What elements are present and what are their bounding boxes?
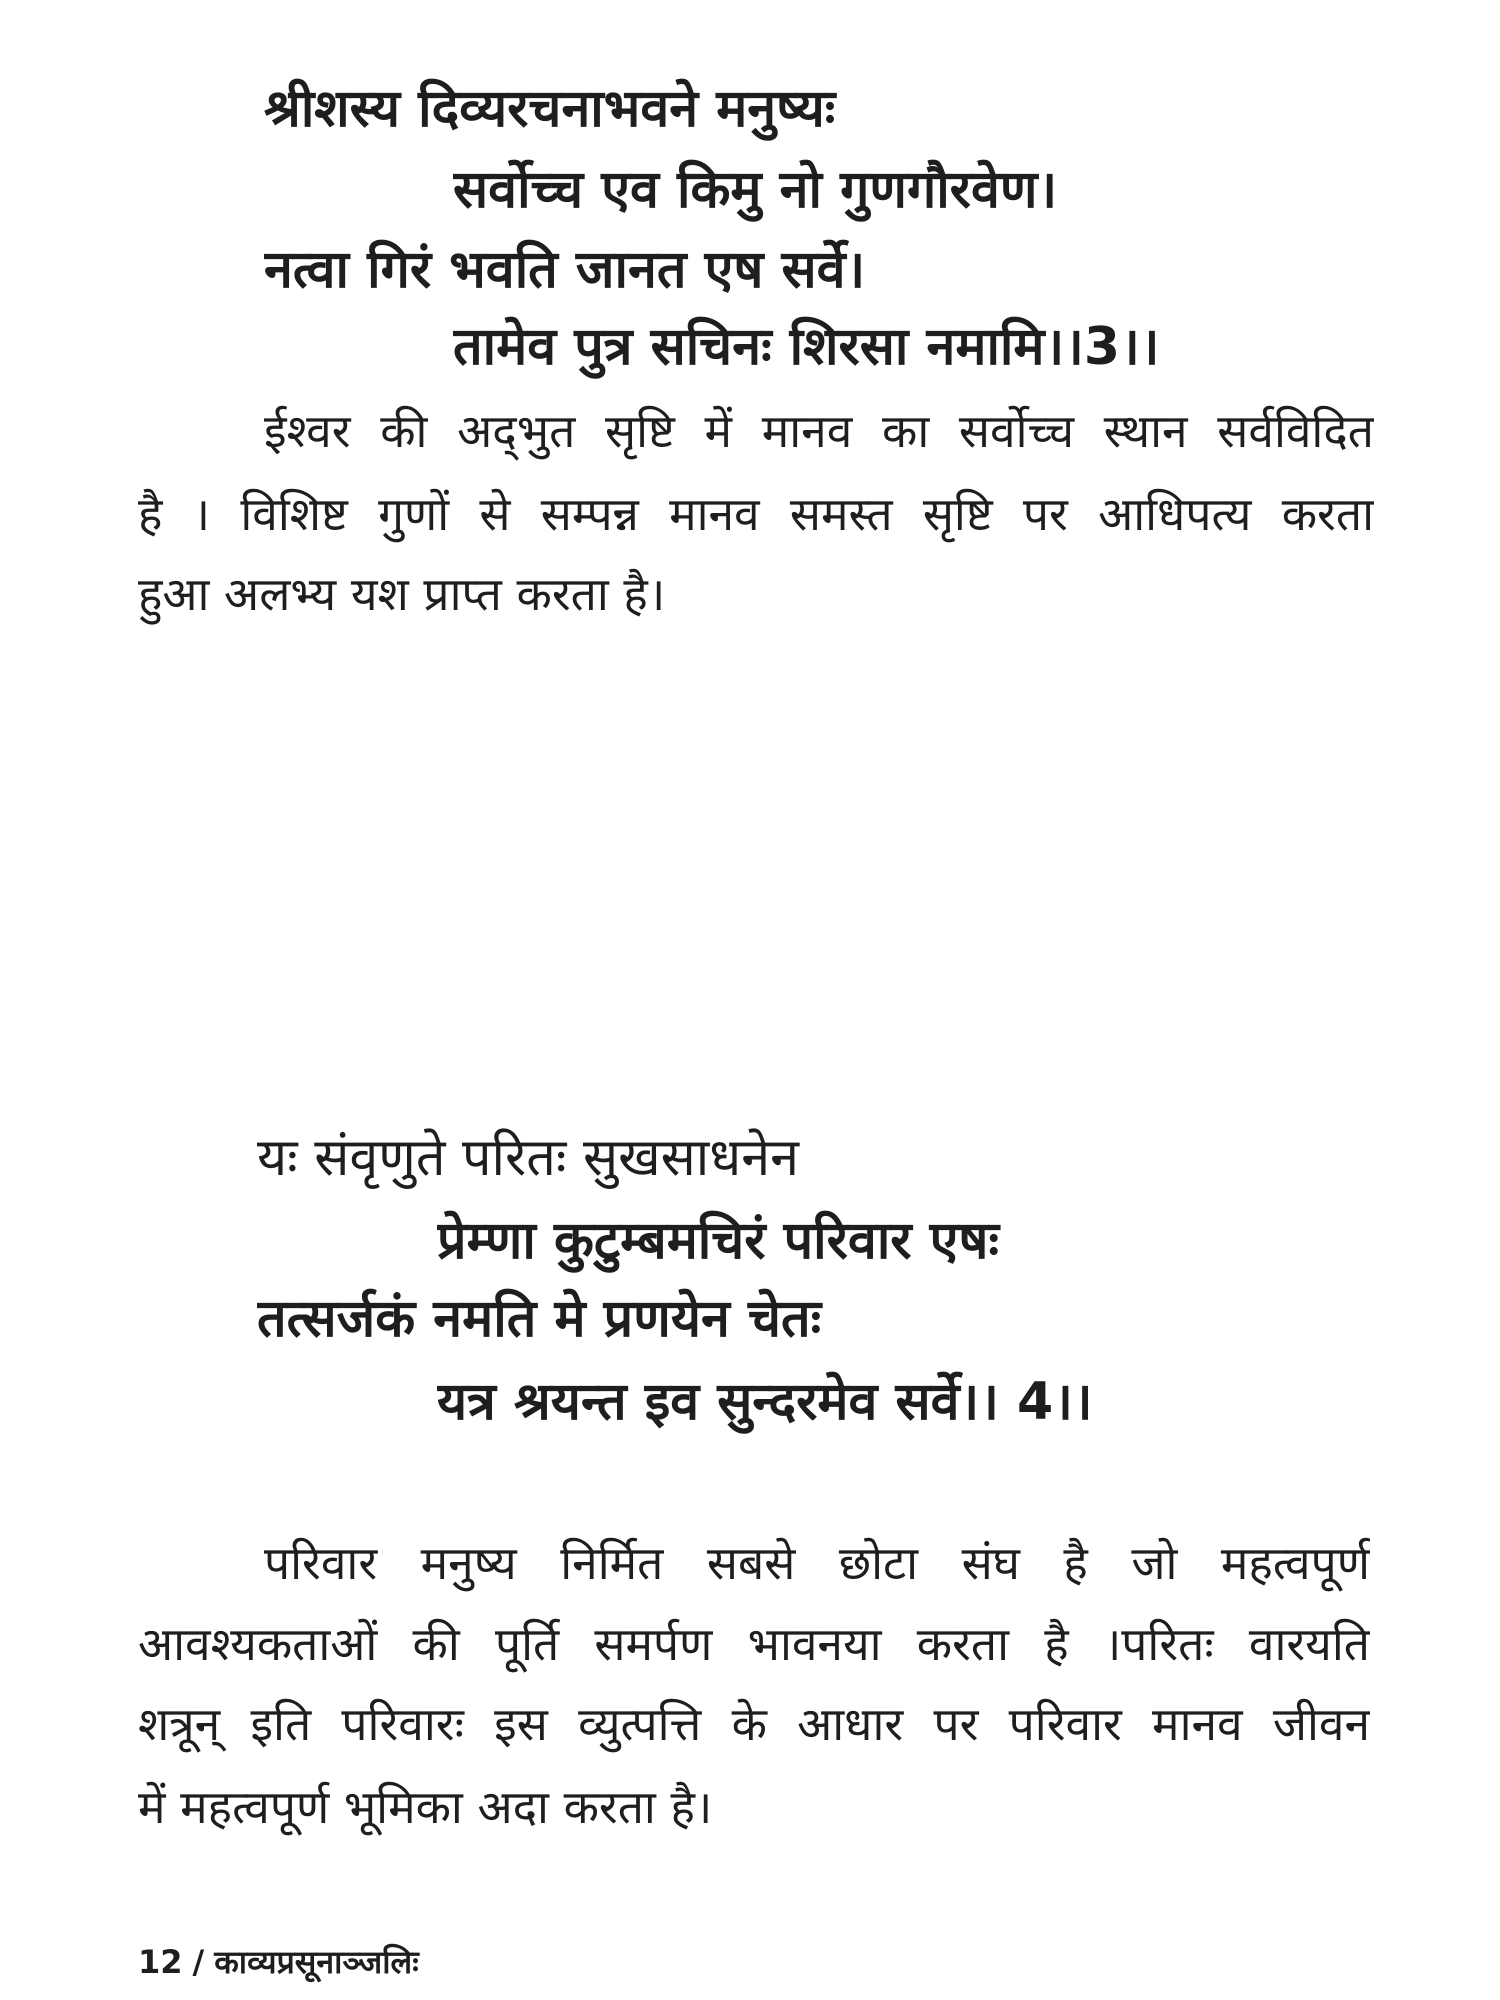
page-number: 12 [138,1943,183,1981]
verse-line: प्रेम्णा कुटुम्बमचिरं परिवार एषः [437,1211,999,1271]
paragraph-line: परिवार मनुष्य निर्मित सबसे छोटा संघ है जो महत्वपूर्ण [264,1536,1370,1590]
verse-line: श्रीशस्य दिव्यरचनाभवने मनुष्यः [264,79,836,139]
book-title: काव्यप्रसूनाञ्जलिः [214,1943,419,1981]
verse-line: नत्वा गिरं भवति जानत एष सर्वे। [264,240,866,300]
footer-separator: / [192,1943,205,1981]
paragraph-line: ईश्वर की अद्‌भुत सृष्टि में मानव का सर्वोच्च स्थान सर्वविदित [264,404,1374,458]
verse-line: तामेव पुत्र सचिनः शिरसा नमामि।।3।। [453,317,1160,377]
verse-line: यः संवृणुते परितः सुखसाधनेन [257,1128,799,1188]
paragraph-line: हुआ अलभ्य यश प्राप्त करता है। [138,567,666,621]
paragraph-line: शत्रून् इति परिवारः इस व्युत्पत्ति के आधार पर परिवार मानव जीवन [138,1697,1370,1751]
verse-line: सर्वोच्च एव किमु नो गुणगौरवेण। [453,160,1058,220]
paragraph-line: है । विशिष्ट गुणों से सम्पन्न मानव समस्त सृष्टि पर आधिपत्य करता [138,487,1374,541]
page-footer [138,1942,419,1982]
paragraph-line: आवश्यकताओं की पूर्ति समर्पण भावनया करता है ।परितः वारयति [138,1617,1370,1671]
paragraph-line: में महत्वपूर्ण भूमिका अदा करता है। [138,1780,713,1834]
verse-line: यत्र श्रयन्त इव सुन्दरमेव सर्वे।। 4।। [437,1372,1093,1432]
verse-line: तत्सर्जकं नमति मे प्रणयेन चेतः [257,1289,822,1349]
